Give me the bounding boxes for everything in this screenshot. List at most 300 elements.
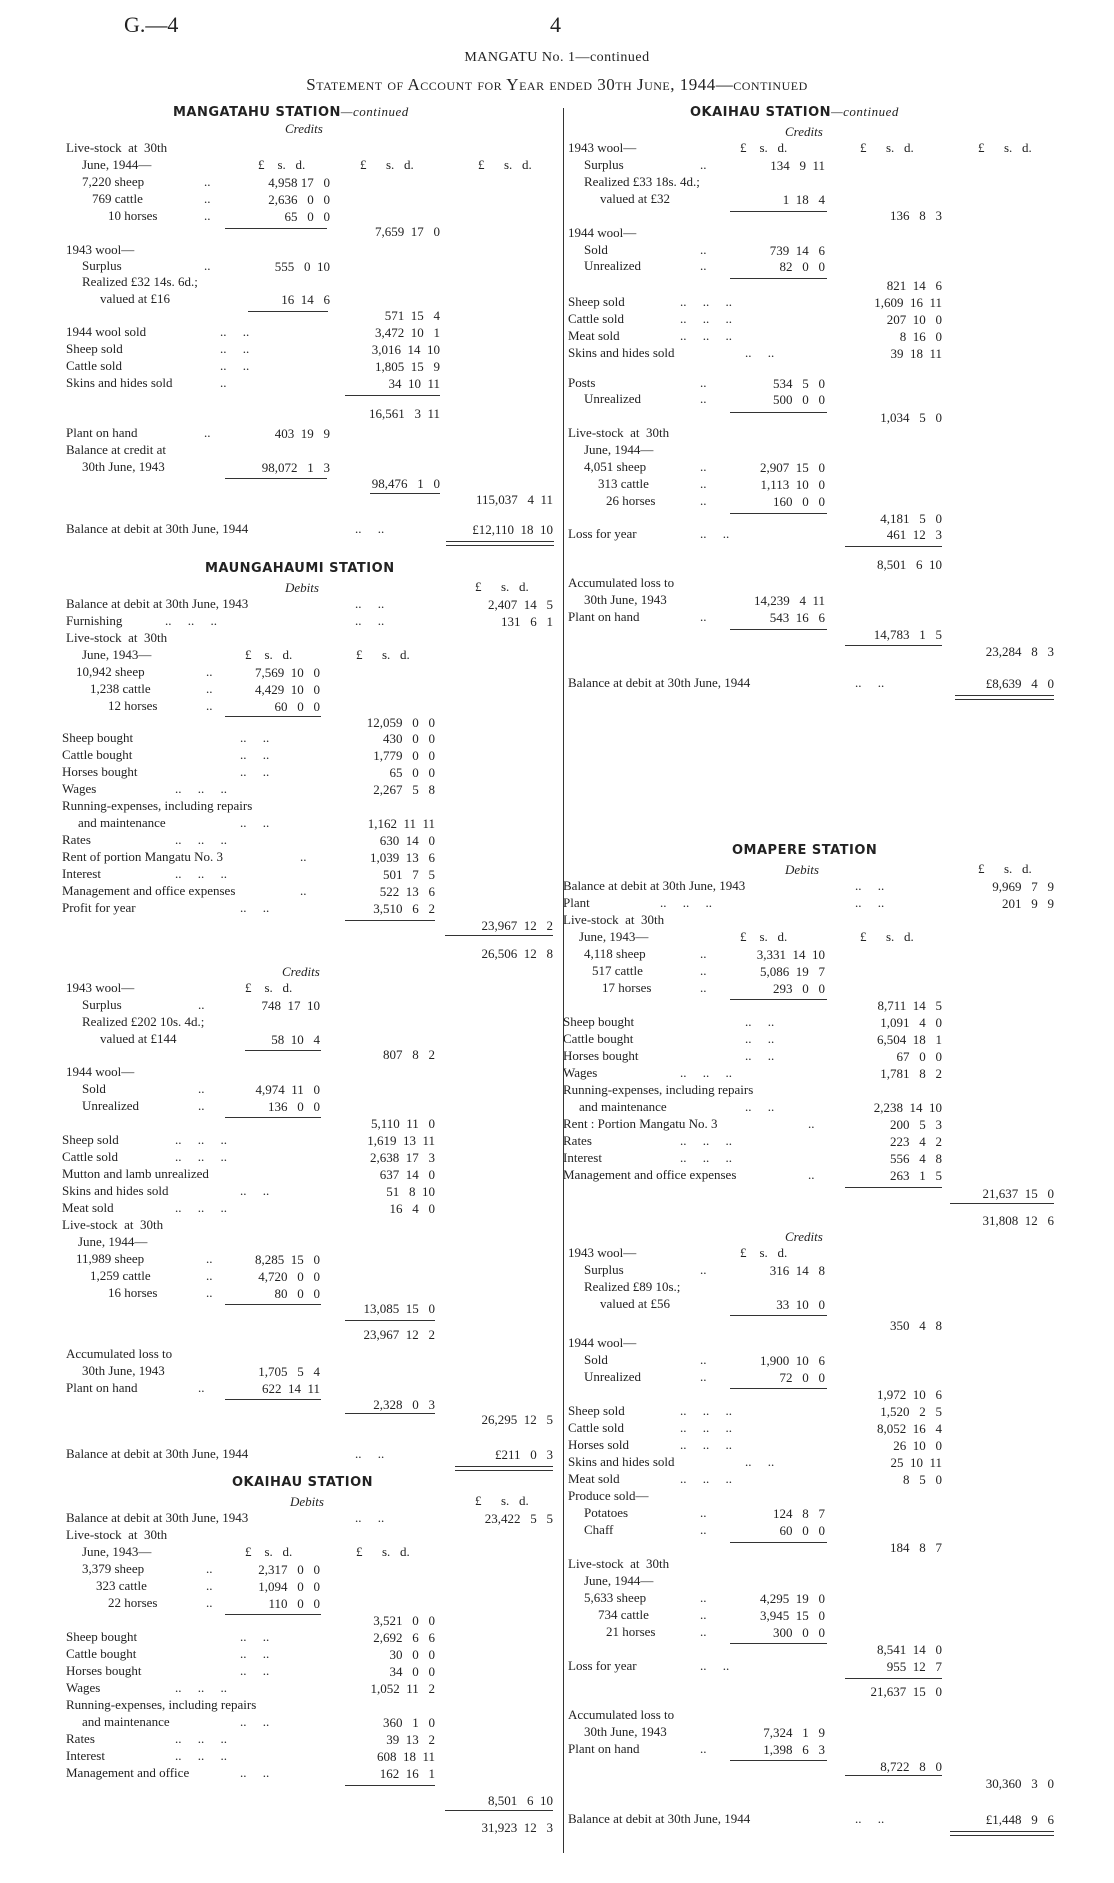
rule — [730, 513, 827, 514]
column-header: £ s. d. — [860, 140, 914, 155]
rule — [845, 546, 942, 547]
dot-leader: .. — [198, 997, 205, 1012]
row-label: Plant on hand — [66, 425, 138, 440]
row-label: 1943 wool— — [568, 1245, 637, 1260]
row-label: June, 1944— — [584, 442, 654, 457]
grand-total: 31,923 12 3 — [481, 1820, 553, 1835]
row-total: 13,085 15 0 — [363, 1301, 435, 1316]
column-header: £ s. d. — [478, 157, 532, 172]
row-label: Rent of portion Mangatu No. 3 — [62, 849, 224, 864]
row-total: 3,521 0 0 — [373, 1613, 435, 1628]
row-label: Rates — [66, 1731, 95, 1746]
debits-heading: Debits — [285, 580, 319, 595]
row-value: 522 13 6 — [379, 884, 435, 899]
row-total: 136 8 3 — [890, 208, 942, 223]
debits-heading: Debits — [785, 862, 819, 877]
row-value: 136 0 0 — [268, 1099, 320, 1114]
row-value: 58 10 4 — [271, 1032, 320, 1047]
row-label: June, 1944— — [78, 1234, 148, 1249]
rule — [730, 1388, 827, 1389]
dot-leader: .. .. .. — [175, 1731, 227, 1746]
rule — [345, 1320, 435, 1321]
row-value: 60 0 0 — [274, 699, 320, 714]
dot-leader: .. .. .. — [680, 311, 732, 326]
row-label: Sold — [584, 242, 608, 257]
row-value: 1,113 10 0 — [760, 477, 825, 492]
row-total: 184 8 7 — [890, 1540, 942, 1555]
row-label: Cattle bought — [563, 1031, 634, 1046]
row-total: 23,967 12 2 — [363, 1327, 435, 1342]
column-header: £ s. d. — [356, 647, 410, 662]
row-label: Horses sold — [568, 1437, 630, 1452]
row-value: 65 0 0 — [389, 765, 435, 780]
row-value: 1,520 2 5 — [880, 1404, 942, 1419]
dot-leader: .. .. .. — [175, 1200, 227, 1215]
row-total: 21,637 15 0 — [982, 1186, 1054, 1201]
row-label: 30th June, 1943 — [82, 459, 165, 474]
row-label: 12 horses — [108, 698, 158, 713]
row-label: June, 1944— — [584, 1573, 654, 1588]
row-total: 21,637 15 0 — [870, 1684, 942, 1699]
row-label: Rates — [563, 1133, 592, 1148]
double-rule — [955, 695, 1054, 700]
row-value: 14,239 4 11 — [753, 593, 825, 608]
grand-total: 26,506 12 8 — [481, 946, 553, 961]
dot-leader: .. — [808, 1116, 815, 1131]
column-header: £ s. d. — [245, 980, 293, 995]
row-label: Accumulated loss to — [568, 575, 675, 590]
dot-leader: .. — [700, 963, 707, 978]
row-label: Skins and hides sold — [568, 1454, 675, 1469]
column-header: £ s. d. — [978, 861, 1032, 876]
row-label: and maintenance — [579, 1099, 667, 1114]
row-value: 608 18 11 — [376, 1749, 435, 1764]
row-label: valued at £56 — [600, 1296, 671, 1311]
rule — [730, 1542, 827, 1543]
row-label: 26 horses — [606, 493, 656, 508]
rule — [730, 629, 827, 630]
row-label: 323 cattle — [96, 1578, 147, 1593]
row-total: 16,561 3 11 — [368, 406, 440, 421]
row-value: 2,317 0 0 — [258, 1562, 320, 1577]
row-value: 637 14 0 — [379, 1167, 435, 1182]
row-value: 1,781 8 2 — [880, 1066, 942, 1081]
row-value: 223 4 2 — [890, 1134, 942, 1149]
row-value: 30 0 0 — [389, 1647, 435, 1662]
dot-leader: .. — [206, 664, 213, 679]
row-label: Sheep sold — [568, 294, 625, 309]
rule — [845, 1678, 942, 1679]
row-value: 430 0 0 — [383, 731, 435, 746]
row-value: 7,569 10 0 — [255, 665, 320, 680]
dot-leader: .. — [204, 191, 211, 206]
debit-balance: £12,110 18 10 — [472, 522, 553, 537]
debits-heading: Debits — [290, 1494, 324, 1509]
rule — [845, 1775, 942, 1776]
rule — [225, 228, 327, 229]
row-value: 200 5 3 — [890, 1117, 942, 1132]
debit-balance: £211 0 3 — [494, 1447, 553, 1462]
row-total: 23,967 12 2 — [481, 918, 553, 933]
dot-leader: .. .. .. — [175, 1748, 227, 1763]
column-divider — [563, 108, 564, 1853]
dot-leader: .. .. — [240, 1714, 270, 1729]
row-value: 67 0 0 — [896, 1049, 942, 1064]
row-label: 30th June, 1943 — [584, 592, 667, 607]
dot-leader: .. — [700, 946, 707, 961]
dot-leader: .. .. — [240, 815, 270, 830]
rule — [248, 311, 328, 312]
row-label: Running-expenses, including repairs — [66, 1697, 257, 1712]
row-label: 1,259 cattle — [90, 1268, 151, 1283]
row-label: Balance at debit at 30th June, 1944 — [568, 1811, 751, 1826]
row-value: 7,324 1 9 — [763, 1725, 825, 1740]
rule — [225, 1614, 321, 1615]
row-label: Skins and hides sold — [66, 375, 173, 390]
row-label: and maintenance — [78, 815, 166, 830]
row-label: Cattle sold — [568, 1420, 624, 1435]
row-label: Cattle bought — [62, 747, 133, 762]
dot-leader: .. .. — [240, 1183, 270, 1198]
row-value: 1,779 0 0 — [373, 748, 435, 763]
dot-leader: .. — [700, 1607, 707, 1622]
row-label: valued at £32 — [600, 191, 671, 206]
row-value: 4,958 17 0 — [268, 175, 330, 190]
row-value: 3,510 6 2 — [373, 901, 435, 916]
row-value: 124 8 7 — [773, 1506, 825, 1521]
row-label: Realized £89 10s.; — [584, 1279, 681, 1294]
row-label: Mutton and lamb unrealized — [62, 1166, 209, 1181]
rule — [345, 1413, 435, 1414]
row-label: Rent : Portion Mangatu No. 3 — [563, 1116, 718, 1131]
row-label: Cattle bought — [66, 1646, 137, 1661]
row-value: 8 5 0 — [903, 1472, 942, 1487]
dot-leader: .. — [700, 476, 707, 491]
rule — [225, 1117, 321, 1118]
row-value: 630 14 0 — [379, 833, 435, 848]
row-total: 8,501 6 10 — [877, 557, 942, 572]
dot-leader: .. — [206, 681, 213, 696]
grand-total: 23,284 8 3 — [985, 644, 1054, 659]
column-header: £ s. d. — [475, 579, 529, 594]
row-value: 543 16 6 — [769, 610, 825, 625]
row-value: 4,974 11 0 — [255, 1082, 320, 1097]
row-label: 21 horses — [606, 1624, 656, 1639]
rule — [225, 716, 321, 717]
dot-leader: .. .. — [855, 675, 885, 690]
row-label: Cattle sold — [568, 311, 624, 326]
row-label: Management and office expenses — [62, 883, 236, 898]
row-label: 769 cattle — [92, 191, 143, 206]
row-label: 5,633 sheep — [584, 1590, 647, 1605]
row-value: 39 13 2 — [386, 1732, 435, 1747]
row-label: Live-stock at 30th — [62, 1217, 164, 1232]
rule — [345, 1785, 435, 1786]
dot-leader: .. — [700, 1590, 707, 1605]
row-total: 2,328 0 3 — [373, 1397, 435, 1412]
row-label: 517 cattle — [592, 963, 643, 978]
row-label: Sheep sold — [66, 341, 123, 356]
rule — [225, 1304, 321, 1305]
dot-leader: .. .. — [355, 613, 385, 628]
column-header: £ s. d. — [356, 1544, 410, 1559]
row-value: 3,016 14 10 — [371, 342, 440, 357]
row-label: Management and office — [66, 1765, 190, 1780]
row-total: 1,034 5 0 — [880, 410, 942, 425]
dot-leader: .. — [700, 242, 707, 257]
rule — [730, 211, 827, 212]
row-value: 3,945 15 0 — [760, 1608, 825, 1623]
row-value: 955 12 7 — [886, 1659, 942, 1674]
dot-leader: .. .. — [240, 764, 270, 779]
row-value: 556 4 8 — [890, 1151, 942, 1166]
dot-leader: .. — [206, 698, 213, 713]
row-value: 4,429 10 0 — [255, 682, 320, 697]
column-header: £ s. d. — [258, 157, 306, 172]
row-value: 748 17 10 — [261, 998, 320, 1013]
row-label: Sold — [82, 1081, 106, 1096]
grand-total: 115,037 4 11 — [475, 492, 553, 507]
row-label: Posts — [568, 375, 596, 390]
row-value: 8 16 0 — [899, 329, 942, 344]
dot-leader: .. — [700, 1505, 707, 1520]
row-total: 7,659 17 0 — [375, 224, 440, 239]
credits-heading: Credits — [785, 1229, 823, 1244]
dot-leader: .. .. .. — [165, 613, 217, 628]
row-label: Balance at debit at 30th June, 1944 — [66, 521, 249, 536]
row-label: Horses bought — [563, 1048, 639, 1063]
row-value: 201 9 9 — [1002, 896, 1054, 911]
row-label: June, 1943— — [579, 929, 649, 944]
row-label: Interest — [563, 1150, 602, 1165]
dot-leader: .. .. — [355, 596, 385, 611]
dot-leader: .. .. — [220, 324, 250, 339]
dot-leader: .. .. .. — [680, 1471, 732, 1486]
row-value: 51 8 10 — [386, 1184, 435, 1199]
dot-leader: .. .. .. — [175, 866, 227, 881]
dot-leader: .. .. .. — [175, 1149, 227, 1164]
row-total: 350 4 8 — [890, 1318, 942, 1333]
dot-leader: .. — [220, 375, 227, 390]
column-header: £ s. d. — [860, 929, 914, 944]
row-value: 4,295 19 0 — [760, 1591, 825, 1606]
row-value: 1,805 15 9 — [375, 359, 440, 374]
row-label: 22 horses — [108, 1595, 158, 1610]
row-total: 12,059 0 0 — [366, 715, 435, 730]
row-value: 2,692 6 6 — [373, 1630, 435, 1645]
dot-leader: .. — [198, 1380, 205, 1395]
row-label: 11,989 sheep — [76, 1251, 145, 1266]
row-total: 1,972 10 6 — [877, 1387, 942, 1402]
row-label: Chaff — [584, 1522, 614, 1537]
row-value: 110 0 0 — [268, 1596, 320, 1611]
section-title: MAUNGAHAUMI STATION — [205, 561, 395, 576]
row-label: Accumulated loss to — [66, 1346, 173, 1361]
row-label: June, 1943— — [82, 1544, 152, 1559]
dot-leader: .. .. .. — [175, 781, 227, 796]
row-value: 6,504 18 1 — [877, 1032, 942, 1047]
rule — [845, 1187, 942, 1188]
dot-leader: .. — [700, 1624, 707, 1639]
section-title: OMAPERE STATION — [732, 843, 878, 858]
row-label: 4,118 sheep — [584, 946, 646, 961]
row-label: 313 cattle — [598, 476, 649, 491]
row-value: 3,331 14 10 — [756, 947, 825, 962]
grand-total: 30,360 3 0 — [985, 1776, 1054, 1791]
row-label: Live-stock at 30th — [563, 912, 665, 927]
row-value: 34 10 11 — [388, 376, 440, 391]
grand-total: 26,295 12 5 — [481, 1412, 553, 1427]
row-value: 2,267 5 8 — [373, 782, 435, 797]
row-value: 360 1 0 — [383, 1715, 435, 1730]
row-label: Live-stock at 30th — [66, 1527, 168, 1542]
row-value: 501 7 5 — [383, 867, 435, 882]
row-value: 34 0 0 — [389, 1664, 435, 1679]
row-label: 17 horses — [602, 980, 652, 995]
dot-leader: .. — [700, 609, 707, 624]
row-value: 131 6 1 — [501, 614, 553, 629]
row-value: 8,285 15 0 — [255, 1252, 320, 1267]
row-total: 14,783 1 5 — [873, 627, 942, 642]
dot-leader: .. .. .. — [660, 895, 712, 910]
row-total: 98,476 1 0 — [371, 476, 440, 491]
dot-leader: .. .. — [220, 358, 250, 373]
row-label: Live-stock at 30th — [66, 630, 168, 645]
dot-leader: .. .. .. — [680, 328, 732, 343]
row-label: 1943 wool— — [66, 980, 135, 995]
row-value: 1,900 10 6 — [760, 1353, 825, 1368]
section-title: MANGATAHU STATION—continued — [173, 104, 409, 120]
row-label: Surplus — [82, 258, 122, 273]
dot-leader: .. .. — [855, 1811, 885, 1826]
row-total: 4,181 5 0 — [880, 511, 942, 526]
row-label: Interest — [66, 1748, 105, 1763]
dot-leader: .. .. — [240, 1646, 270, 1661]
column-header: £ s. d. — [245, 647, 293, 662]
row-label: Management and office expenses — [563, 1167, 737, 1182]
row-value: 16 4 0 — [389, 1201, 435, 1216]
dot-leader: .. — [700, 1522, 707, 1537]
row-total: 8,711 14 5 — [877, 998, 942, 1013]
row-label: 1944 wool sold — [66, 324, 147, 339]
row-label: Skins and hides sold — [568, 345, 675, 360]
row-label: 30th June, 1943 — [82, 1363, 165, 1378]
row-value: 162 16 1 — [379, 1766, 435, 1781]
row-value: 1,162 11 11 — [367, 816, 435, 831]
row-label: 30th June, 1943 — [584, 1724, 667, 1739]
row-label: Live-stock at 30th — [66, 140, 168, 155]
row-value: 9,969 7 9 — [992, 879, 1054, 894]
dot-leader: .. — [700, 1262, 707, 1277]
dot-leader: .. .. — [745, 1014, 775, 1029]
row-value: 8,052 16 4 — [877, 1421, 942, 1436]
document-title: MANGATU No. 1—continued — [464, 50, 650, 65]
page-number: 4 — [550, 12, 561, 37]
row-label: valued at £16 — [100, 291, 171, 306]
row-value: 739 14 6 — [769, 243, 825, 258]
column-header: £ s. d. — [245, 1544, 293, 1559]
column-header: £ s. d. — [475, 1493, 529, 1508]
row-value: 622 14 11 — [261, 1381, 320, 1396]
row-total: 5,110 11 0 — [370, 1116, 435, 1131]
dot-leader: .. .. — [355, 1446, 385, 1461]
dot-leader: .. — [700, 391, 707, 406]
debit-balance: £8,639 4 0 — [985, 676, 1054, 691]
row-label: Unrealized — [82, 1098, 140, 1113]
column-header: £ s. d. — [740, 140, 788, 155]
grand-total: 31,808 12 6 — [982, 1213, 1054, 1228]
row-label: Balance at debit at 30th June, 1943 — [66, 1510, 249, 1525]
row-value: 300 0 0 — [773, 1625, 825, 1640]
row-value: 23,422 5 5 — [484, 1511, 553, 1526]
row-label: Sheep bought — [563, 1014, 635, 1029]
row-label: Produce sold— — [568, 1488, 649, 1503]
row-value: 1,091 4 0 — [880, 1015, 942, 1030]
dot-leader: .. — [700, 375, 707, 390]
section-title: OKAIHAU STATION — [232, 1475, 374, 1490]
dot-leader: .. .. — [745, 1099, 775, 1114]
row-label: Realized £32 14s. 6d.; — [82, 274, 198, 289]
row-value: 555 0 10 — [274, 259, 330, 274]
row-label: and maintenance — [82, 1714, 170, 1729]
row-value: 316 14 8 — [769, 1263, 825, 1278]
credits-heading: Credits — [282, 964, 320, 979]
row-total: 8,501 6 10 — [488, 1793, 553, 1808]
credits-heading: Credits — [785, 124, 823, 139]
row-label: Horses bought — [66, 1663, 142, 1678]
row-value: 403 19 9 — [274, 426, 330, 441]
row-value: 1,398 6 3 — [763, 1742, 825, 1757]
row-total: 8,541 14 0 — [877, 1642, 942, 1657]
row-label: 1943 wool— — [568, 140, 637, 155]
row-value: 1,039 13 6 — [370, 850, 435, 865]
row-total: 807 8 2 — [383, 1047, 435, 1062]
row-value: 1,619 13 11 — [367, 1133, 435, 1148]
row-total: 571 15 4 — [384, 308, 440, 323]
row-label: 16 horses — [108, 1285, 158, 1300]
row-value: 98,072 1 3 — [261, 460, 330, 475]
dot-leader: .. — [204, 425, 211, 440]
row-label: Horses bought — [62, 764, 138, 779]
row-label: Realized £33 18s. 4d.; — [584, 174, 700, 189]
dot-leader: .. .. .. — [680, 1150, 732, 1165]
row-label: 10,942 sheep — [76, 664, 145, 679]
row-value: 500 0 0 — [773, 392, 825, 407]
rule — [845, 645, 942, 646]
row-value: 5,086 19 7 — [760, 964, 825, 979]
row-value: 72 0 0 — [779, 1370, 825, 1385]
dot-leader: .. — [700, 157, 707, 172]
row-total: 821 14 6 — [886, 278, 942, 293]
row-label: 1,238 cattle — [90, 681, 151, 696]
dot-leader: .. .. — [240, 900, 270, 915]
row-label: Plant on hand — [568, 1741, 640, 1756]
row-value: 82 0 0 — [779, 259, 825, 274]
row-label: Meat sold — [568, 328, 620, 343]
dot-leader: .. .. .. — [680, 294, 732, 309]
dot-leader: .. .. — [745, 1454, 775, 1469]
row-value: 2,907 15 0 — [760, 460, 825, 475]
row-label: June, 1944— — [82, 157, 152, 172]
dot-leader: .. .. — [700, 1658, 730, 1673]
row-label: Surplus — [82, 997, 122, 1012]
dot-leader: .. .. .. — [680, 1133, 732, 1148]
column-header: £ s. d. — [740, 1245, 788, 1260]
page-code: G.—4 — [124, 12, 179, 37]
row-label: valued at £144 — [100, 1031, 177, 1046]
row-label: Loss for year — [568, 526, 637, 541]
row-label: Live-stock at 30th — [568, 1556, 670, 1571]
